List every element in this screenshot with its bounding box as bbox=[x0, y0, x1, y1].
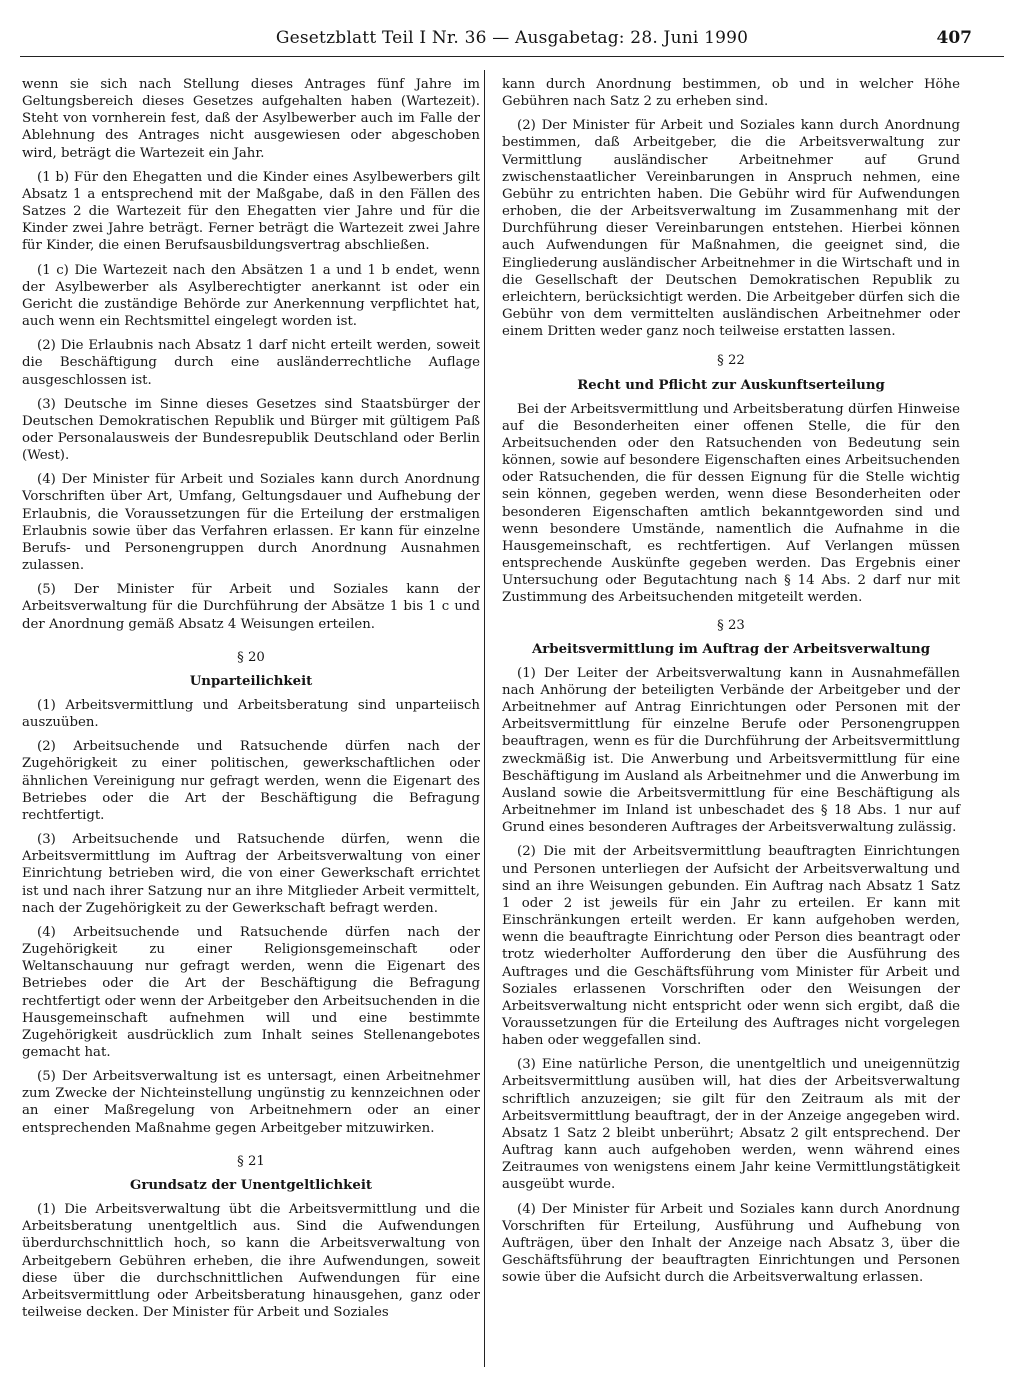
paragraph: (2) Die mit der Arbeitsvermittlung beauftragten Einrichtungen und Personen unterliegen der Aufsicht der Arbeitsverwaltung und sind an ihre Weisungen gebunden. Ein Auftrag nach Absatz 1 Satz 1 oder 2 ist jeweils für ein Jahr zu erteilen. Er kann mit Einschränkungen erteilt werden. Er kann aufgehoben werden, wenn die beauftragte Einrichtung oder Person dies beantragt oder trotz wiederholter Aufforderung den über die Ausführung des Auftrages und die Geschäftsführung vom Minister für Arbeit und Soziales erlassenen Vorschriften oder den Weisungen der Arbeitsverwaltung nicht entspricht oder wenn sich ergibt, daß die Voraussetzungen für die Erteilung des Auftrages nicht vorgelegen haben oder weggefallen sind. bbox=[502, 844, 960, 1049]
paragraph: (4) Arbeitsuchende und Ratsuchende dürfen nach der Zugehörigkeit zu einer Religionsgemeinschaft oder Weltanschauung nur gefragt werden, wenn die Eigenart des Betriebes oder die Art der Beschäftigung die Befragung rechtfertigt oder wenn der Arbeitgeber den Arbeitsuchenden in die Hausgemeinschaft aufnehmen will und eine bestimmte Zugehörigkeit ausdrücklich zum Inhalt seines Stellenangebotes gemacht hat. bbox=[22, 924, 480, 1060]
paragraph: wenn sie sich nach Stellung dieses Antrages fünf Jahre im Geltungsbereich dieses Gesetzes aufgehalten haben (Wartezeit). Steht von vornherein fest, daß der Asylbewerber auch im Falle der Ablehnung des Antrages nicht ausgewiesen oder abgeschoben wird, beträgt die Wartezeit ein Jahr. bbox=[22, 77, 480, 161]
section-number: § 23 bbox=[717, 617, 745, 633]
paragraph: (3) Deutsche im Sinne dieses Gesetzes sind Staatsbürger der Deutschen Demokratischen Republik und Bürger mit gültigem Paß oder Personalausweis der Bundesrepublik Deutschland oder Berlin (West). bbox=[22, 396, 480, 464]
paragraph: (1 b) Für den Ehegatten und die Kinder eines Asylbewerbers gilt Absatz 1 a entsprechend mit der Maßgabe, daß in den Fällen des Satzes 2 die Wartezeit für den Ehegatten vier Jahre und für die Kinder zwei Jahre beträgt. Ferner beträgt die Wartezeit zwei Jahre für Kinder, die einen Berufsausbildungsvertrag abschließen. bbox=[22, 169, 480, 254]
paragraph: (3) Eine natürliche Person, die unentgeltlich und uneigennützig Arbeitsvermittlung ausüben will, hat dies der Arbeitsverwaltung schriftlich anzuzeigen; sie gilt für den Zeitraum als mit der Arbeitsvermittlung beauftragt, der in der Anzeige angegeben wird. Absatz 1 Satz 2 bleibt unberührt; Absatz 2 gilt entsprechend. Der Auftrag kann auch aufgehoben werden, wenn während eines Zeitraumes von wenigstens einem Jahr keine Vermittlungstätigkeit ausgeübt wurde. bbox=[502, 1057, 960, 1193]
paragraph: kann durch Anordnung bestimmen, ob und in welcher Höhe Gebühren nach Satz 2 zu erheben sind. bbox=[502, 77, 960, 110]
paragraph: (3) Arbeitsuchende und Ratsuchende dürfen, wenn die Arbeitsvermittlung im Auftrag der Arbeitsverwaltung von einer Einrichtung betrieben wird, die von einer Gewerkschaft errichtet ist und nach ihrer Satzung nur an ihre Mitglieder Arbeit vermittelt, nach der Zugehörigkeit zu der Gewerkschaft befragt werden. bbox=[22, 832, 480, 916]
section-title: Arbeitsvermittlung im Auftrag der Arbeitsverwaltung bbox=[531, 641, 931, 657]
paragraph: (1) Die Arbeitsverwaltung übt die Arbeitsvermittlung und die Arbeitsberatung unentgeltlich aus. Sind die Aufwendungen überdurchschnittlich hoch, so kann die Arbeitsverwaltung von Arbeitgebern Gebühren erheben, die ihre Aufwendungen, soweit diese über die durchschnittlichen Aufwendungen für eine Arbeitsvermittlung oder Arbeitsberatung hinausgehen, ganz oder teilweise decken. Der Minister für Arbeit und Soziales bbox=[22, 1202, 480, 1320]
page-header bbox=[20, 28, 1004, 56]
header-title: Gesetzblatt Teil I Nr. 36 — Ausgabetag: 28. Juni 1990 bbox=[275, 28, 749, 48]
paragraph: (1) Arbeitsvermittlung und Arbeitsberatung sind unparteiisch auszuüben. bbox=[22, 698, 480, 731]
paragraph: (2) Der Minister für Arbeit und Soziales kann durch Anordnung bestimmen, daß Arbeitgeber, die die Arbeitsverwaltung zur Vermittlung ausländischer Arbeitnehmer auf Grund zwischenstaatlicher Vereinbarungen in Anspruch nehmen, eine Gebühr zu entrichten haben. Die Gebühr wird für Aufwendungen erhoben, die der Arbeitsverwaltung im Zusammenhang mit der Durchführung dieser Vereinbarungen entstehen. Hierbei können auch Aufwendungen für Maßnahmen, die geeignet sind, die Eingliederung ausländischer Arbeitnehmer in die Wirtschaft und in die Gesellschaft der Deutschen Demokratischen Republik zu erleichtern, berücksichtigt werden. Die Arbeitgeber dürfen sich die Gebühr von dem vermittelten ausländischen Arbeitnehmer oder einem Dritten weder ganz noch teilweise erstatten lassen. bbox=[502, 118, 960, 340]
section-title: Recht und Pflicht zur Auskunftserteilung bbox=[577, 377, 885, 393]
paragraph: Bei der Arbeitsvermittlung und Arbeitsberatung dürfen Hinweise auf die Besonderheiten einer offenen Stelle, die für den Arbeitsuchenden oder den Ratsuchenden von Bedeutung sein können, sowie auf besondere Eigenschaften eines Arbeitsuchenden oder Ratsuchenden, die für dessen Eignung für die Stelle wichtig sein können, gegeben werden, wenn diese Besonderheiten oder besonderen Eigenschaften amtlich bekanntgeworden sind und wenn besondere Umstände, namentlich die Aufnahme in die Hausgemeinschaft, es rechtfertigen. Auf Verlangen müssen entsprechende Auskünfte gegeben werden. Das Ergebnis einer Untersuchung oder Begutachtung nach § 14 Abs. 2 darf nur mit Zustimmung des Arbeitsuchenden mitgeteilt werden. bbox=[502, 401, 960, 606]
paragraph: (2) Die Erlaubnis nach Absatz 1 darf nicht erteilt werden, soweit die Beschäftigung durch eine ausländerrechtliche Auflage ausgeschlossen ist. bbox=[22, 338, 480, 388]
section-title: Grundsatz der Unentgeltlichkeit bbox=[129, 1177, 373, 1193]
section-title: Unparteilichkeit bbox=[189, 673, 313, 689]
paragraph: (4) Der Minister für Arbeit und Soziales kann durch Anordnung Vorschriften über Art, Umfang, Geltungsdauer und Aufhebung der Erlaubnis, die Voraussetzungen für die Erteilung der erstmaligen Erlaubnis sowie über das Verfahren erlassen. Er kann für einzelne Berufs- und Personengruppen durch Anordnung Ausnahmen zulassen. bbox=[22, 472, 480, 574]
paragraph: (5) Der Arbeitsverwaltung ist es untersagt, einen Arbeitnehmer zum Zwecke der Nichteinstellung ungünstig zu kennzeichnen oder an einer Maßregelung von Arbeitnehmern oder an einer entsprechenden Maßnahme gegen Arbeitgeber mitzuwirken. bbox=[22, 1069, 480, 1136]
header-rule bbox=[20, 56, 1004, 57]
section-number: § 20 bbox=[237, 649, 265, 665]
section-number: § 22 bbox=[717, 353, 745, 369]
paragraph: (1) Der Leiter der Arbeitsverwaltung kann in Ausnahmefällen nach Anhörung der beteiligten Verbände der Arbeitgeber und der Arbeitnehmer auf Antrag Einrichtungen oder Personen mit der Arbeitsvermittlung für einzelne Berufe oder Personengruppen beauftragen, wenn es für die Durchführung der Arbeitsvermittlung zweckmäßig ist. Die Anwerbung und Arbeitsvermittlung für eine Beschäftigung im Ausland als Arbeitnehmer und die Anwerbung im Ausland sowie die Arbeitsvermittlung für eine Beschäftigung als Arbeitnehmer im Inland ist unbeschadet des § 18 Abs. 1 nur auf Grund eines besonderen Auftrages der Arbeitsverwaltung zulässig. bbox=[502, 665, 960, 836]
paragraph: (4) Der Minister für Arbeit und Soziales kann durch Anordnung Vorschriften für Erteilung, Ausführung und Aufhebung von Aufträgen, über den Inhalt der Anzeige nach Absatz 3, über die Geschäftsführung der beauftragten Einrichtungen und Personen sowie über die Aufsicht durch die Arbeitsverwaltung erlassen. bbox=[502, 1201, 960, 1286]
paragraph: (2) Arbeitsuchende und Ratsuchende dürfen nach der Zugehörigkeit zu einer politischen, gewerkschaftlichen oder ähnlichen Vereinigung nur gefragt werden, wenn die Eigenart des Betriebes oder die Art der Beschäftigung die Befragung rechtfertigt. bbox=[22, 739, 480, 823]
page-number: 407 bbox=[936, 28, 972, 48]
section-number: § 21 bbox=[237, 1153, 265, 1169]
paragraph: (1 c) Die Wartezeit nach den Absätzen 1 a und 1 b endet, wenn der Asylbewerber als Asylberechtigter anerkannt ist oder ein Gericht die zuständige Behörde zur Anerkennung verpflichtet hat, auch wenn ein Rechtsmittel eingelegt worden ist. bbox=[22, 262, 480, 330]
left-column bbox=[22, 76, 480, 1328]
column-separator bbox=[484, 70, 485, 1367]
right-column bbox=[502, 76, 960, 1293]
paragraph: (5) Der Minister für Arbeit und Soziales kann der Arbeitsverwaltung für die Durchführung der Absätze 1 bis 1 c und der Anordnung gemäß Absatz 4 Weisungen erteilen. bbox=[22, 582, 480, 632]
